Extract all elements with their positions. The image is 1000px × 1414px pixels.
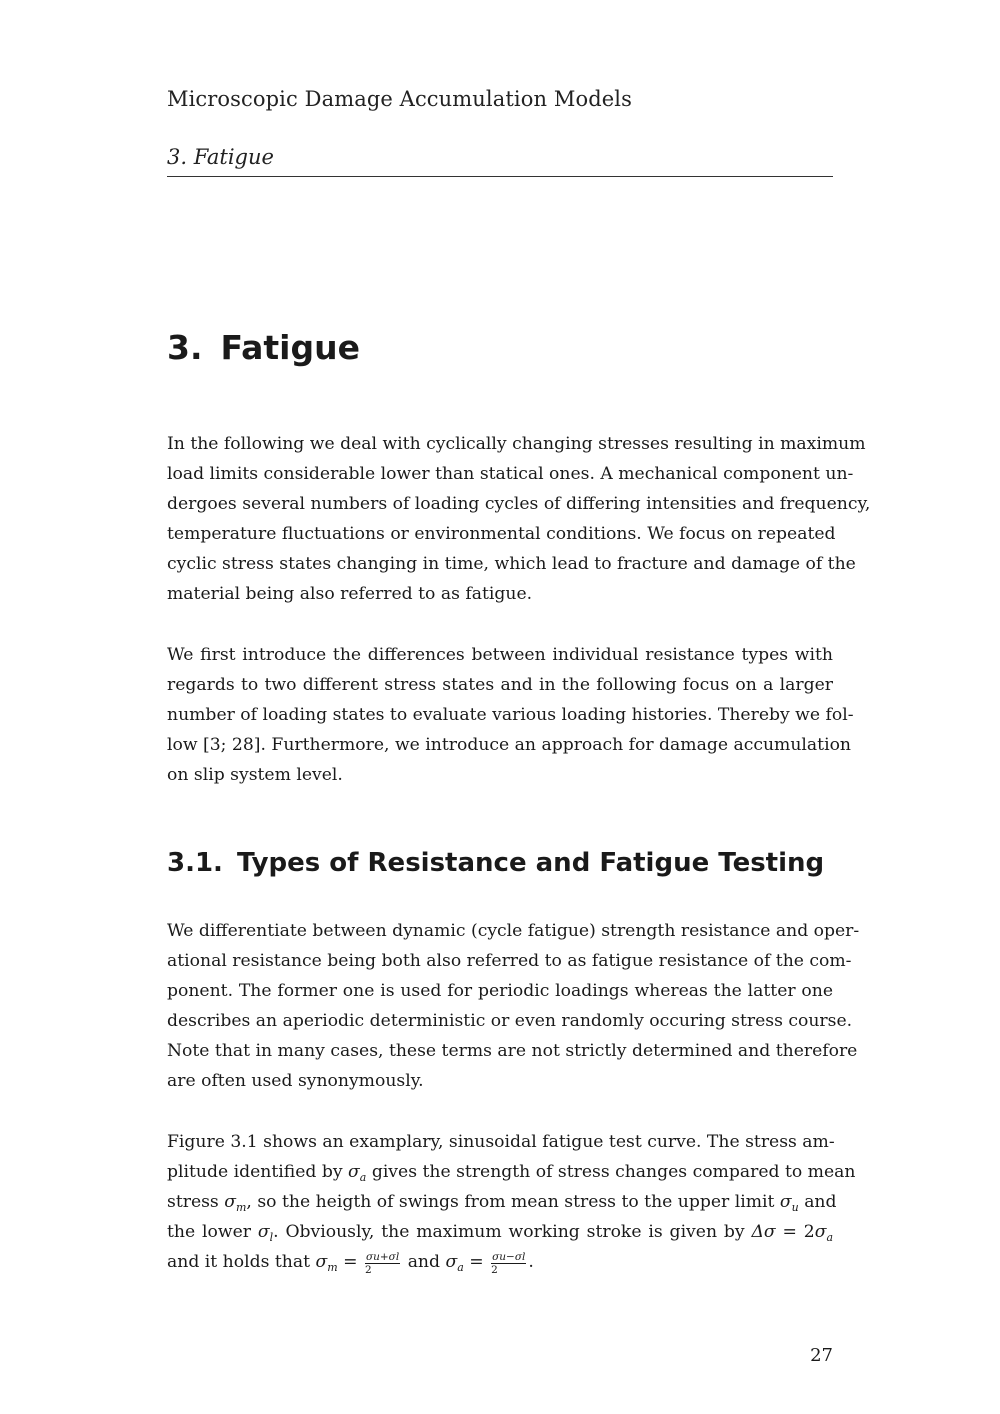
text-line: on slip system level.: [167, 765, 343, 785]
intro-paragraph-1: [167, 429, 871, 609]
text-line: and it holds that $\sigma_m$ = $\frac{\sigma u+\sigma l}{2}$ and $\sigma_a$ = $\frac{\sigma u-\sigma l}{2}$ .: [167, 1251, 534, 1276]
text-line: load limits considerable lower than statical ones. A mechanical component un-: [167, 464, 854, 484]
text-line: Figure 3.1 shows an examplary, sinusoidal fatigue test curve. The stress am-: [167, 1132, 835, 1152]
text-line: Note that in many cases, these terms are not strictly determined and therefore: [167, 1041, 858, 1061]
text-line: temperature fluctuations or environmental conditions. We focus on repeated: [167, 524, 836, 544]
delta-sigma-symbol: Δσ: [751, 1222, 776, 1242]
section-title: Types of Resistance and Fatigue Testing: [236, 848, 825, 878]
text-line: material being also referred to as fatigue.: [167, 584, 533, 604]
chapter-title: Fatigue: [220, 328, 360, 367]
section-paragraph-1: [167, 916, 860, 1096]
running-header-title: Microscopic Damage Accumulation Models: [167, 87, 632, 111]
header-rule: [167, 176, 833, 177]
text-line: cyclic stress states changing in time, which lead to fracture and damage of the: [167, 554, 856, 574]
section-number: 3.1.: [167, 848, 223, 878]
text-line: ponent. The former one is used for periodic loadings whereas the latter one: [167, 981, 833, 1001]
text-line: stress $\sigma_m$, so the heigth of swings from mean stress to the upper limit $\sigma_u$ and: [167, 1192, 837, 1214]
text-line: ational resistance being both also referred to as fatigue resistance of the com-: [167, 951, 852, 971]
document-page: [167, 0, 871, 1414]
sigma-a-symbol: $\sigma_a$: [348, 1162, 367, 1184]
text-line: We differentiate between dynamic (cycle fatigue) strength resistance and oper-: [167, 921, 860, 941]
chapter-number: 3.: [167, 328, 203, 367]
text-line: number of loading states to evaluate various loading histories. Thereby we fol-: [167, 705, 854, 725]
page-number: 27: [810, 1345, 833, 1366]
text-line: low [3; 28]. Furthermore, we introduce an approach for damage accumulation: [167, 735, 851, 755]
text-line: describes an aperiodic deterministic or even randomly occuring stress course.: [167, 1011, 853, 1031]
intro-paragraph-2: [167, 640, 854, 790]
sigma-l-symbol: $\sigma_l$: [257, 1222, 274, 1244]
sigma-a-symbol: $\sigma_a$: [814, 1222, 833, 1244]
sigma-a-symbol: $\sigma_a$: [445, 1252, 464, 1274]
text-line: We first introduce the differences between individual resistance types with: [167, 645, 833, 665]
text-line: dergoes several numbers of loading cycles of differing intensities and frequency,: [167, 494, 871, 514]
amplitude-fraction: $\frac{\sigma u-\sigma l}{2}$: [491, 1251, 526, 1276]
text-line: the lower $\sigma_l$. Obviously, the maximum working stroke is given by $\Delta\sigma = 2\sigma_a$: [167, 1222, 833, 1244]
running-header-chapter: 3. Fatigue: [167, 145, 274, 169]
sigma-m-symbol: $\sigma_m$: [315, 1252, 338, 1274]
mean-stress-fraction: $\frac{\sigma u+\sigma l}{2}$: [364, 1251, 400, 1276]
text-line: plitude identified by $\sigma_a$ gives the strength of stress changes compared to mean: [167, 1162, 856, 1184]
sigma-m-symbol: $\sigma_m$: [224, 1192, 247, 1214]
chapter-heading: [167, 326, 360, 370]
text-line: regards to two different stress states and in the following focus on a larger: [167, 675, 833, 695]
section-paragraph-2: [167, 1127, 856, 1277]
section-heading: [167, 846, 824, 880]
text-line: are often used synonymously.: [167, 1071, 424, 1091]
text-line: In the following we deal with cyclically changing stresses resulting in maximum: [167, 434, 866, 454]
sigma-u-symbol: $\sigma_u$: [779, 1192, 799, 1214]
